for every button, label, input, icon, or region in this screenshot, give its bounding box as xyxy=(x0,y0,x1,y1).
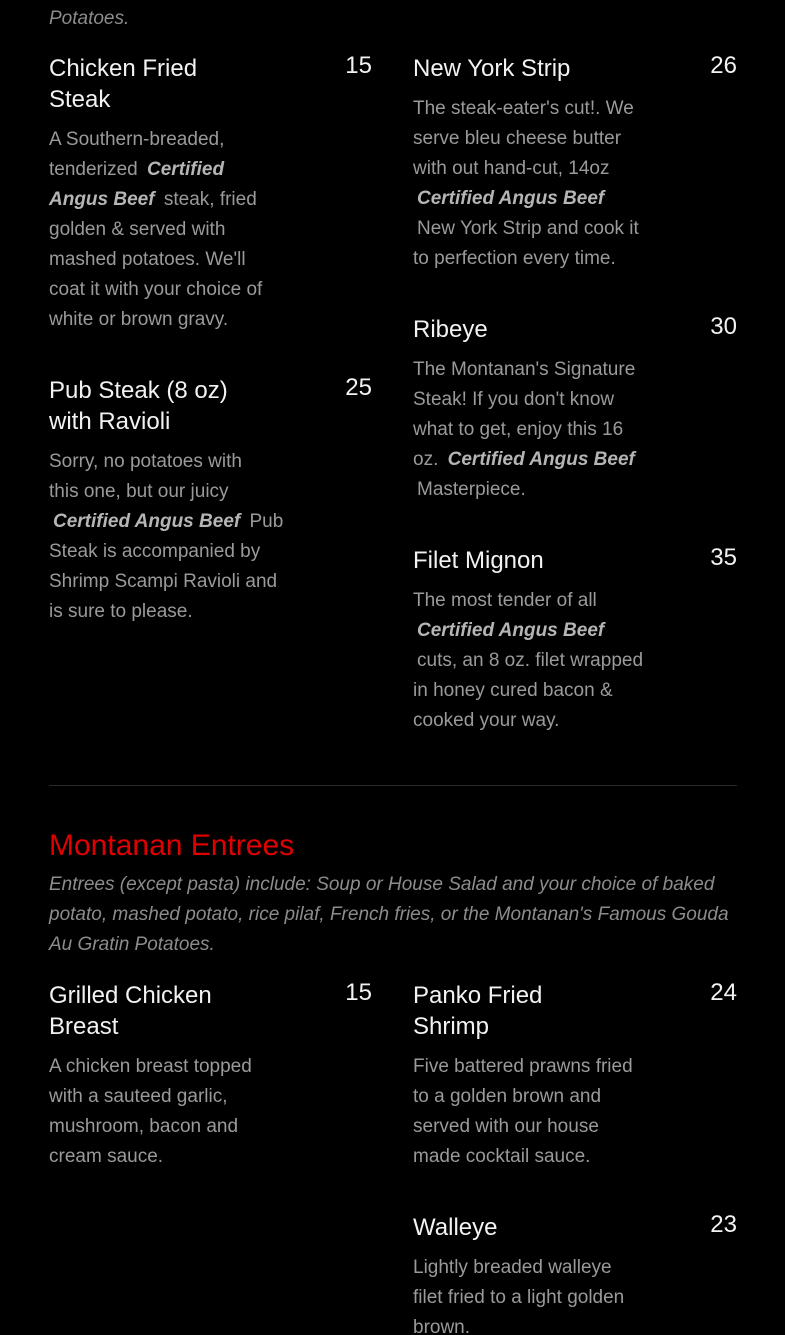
menu-item-pub-steak[interactable] xyxy=(49,375,309,437)
item-name: Chicken Fried Steak xyxy=(49,55,198,113)
item-price: 23 xyxy=(710,1211,737,1238)
menu-item-ribeye[interactable] xyxy=(413,314,673,345)
menu-item-new-york-strip[interactable] xyxy=(413,53,673,84)
certified-angus-beef-brand: Certified Angus Beef xyxy=(53,511,241,532)
menu-item-grilled-chicken-breast[interactable] xyxy=(49,980,289,1042)
item-description: The most tender of all Certified Angus Beef cuts, an 8 oz. filet wrapped in honey cured bacon & cooked your way. xyxy=(413,590,644,731)
item-price: 15 xyxy=(345,979,372,1006)
item-description: Sorry, no potatoes with this one, but our juicy Certified Angus Beef Pub Steak is accompanied by Shrimp Scampi Ravioli and is sure to please. xyxy=(49,451,284,622)
item-name: Pub Steak (8 oz) with Ravioli xyxy=(49,377,228,435)
certified-angus-beef-brand: Certified Angus Beef xyxy=(417,620,605,641)
item-price: 15 xyxy=(345,52,372,79)
certified-angus-beef-brand: Certified Angus Beef xyxy=(447,449,635,470)
certified-angus-beef-brand: Certified Angus Beef xyxy=(417,188,605,209)
certified-angus-beef-brand: Certified xyxy=(147,159,225,180)
item-price: 24 xyxy=(710,979,737,1006)
item-description: Lightly breaded walleye filet fried to a light golden brown. xyxy=(413,1257,625,1335)
section-title: Montanan Entrees xyxy=(49,829,295,862)
section-description: Entrees (except pasta) include: Soup or House Salad and your choice of baked potato, mashed potato, rice pilaf, French fries, or the Montanan's Famous Gouda Au Gratin Potatoes. xyxy=(49,874,729,955)
item-description: A chicken breast topped with a sauteed garlic, mushroom, bacon and cream sauce. xyxy=(49,1056,252,1167)
item-price: 25 xyxy=(345,374,372,401)
menu-item-panko-fried-shrimp[interactable] xyxy=(413,980,653,1042)
item-price: 26 xyxy=(710,52,737,79)
item-name: Filet Mignon xyxy=(413,547,544,574)
previous-section-description-tail: Potatoes. xyxy=(49,8,130,29)
item-description: Five battered prawns fried to a golden brown and served with our house made cocktail sauce. xyxy=(413,1056,633,1167)
certified-angus-beef-brand: Angus Beef xyxy=(49,189,155,210)
section-divider xyxy=(49,785,737,786)
item-price: 35 xyxy=(710,544,737,571)
item-description: The Montanan's Signature Steak! If you don't know what to get, enjoy this 16 oz. Certified Angus Beef Masterpiece. xyxy=(413,355,663,505)
menu-item-filet-mignon[interactable] xyxy=(413,545,673,576)
item-name: Walleye xyxy=(413,1214,498,1241)
menu-item-chicken-fried-steak[interactable] xyxy=(49,53,289,115)
item-name: Grilled Chicken Breast xyxy=(49,982,212,1040)
item-description: The steak-eater's cut!. We serve bleu cheese butter with out hand-cut, 14oz Certified Angus Beef New York Strip and cook it to perfection every time. xyxy=(413,98,639,269)
item-price: 30 xyxy=(710,313,737,340)
item-name: Panko Fried Shrimp xyxy=(413,982,543,1040)
menu-item-walleye[interactable] xyxy=(413,1212,653,1243)
item-name: New York Strip xyxy=(413,55,571,82)
item-description: A Southern-breaded, tenderized Certified Angus Beef steak, fried golden & served with mashed potatoes. We'll coat it with your choice of white or brown gravy. xyxy=(49,129,263,330)
item-name: Ribeye xyxy=(413,316,488,343)
